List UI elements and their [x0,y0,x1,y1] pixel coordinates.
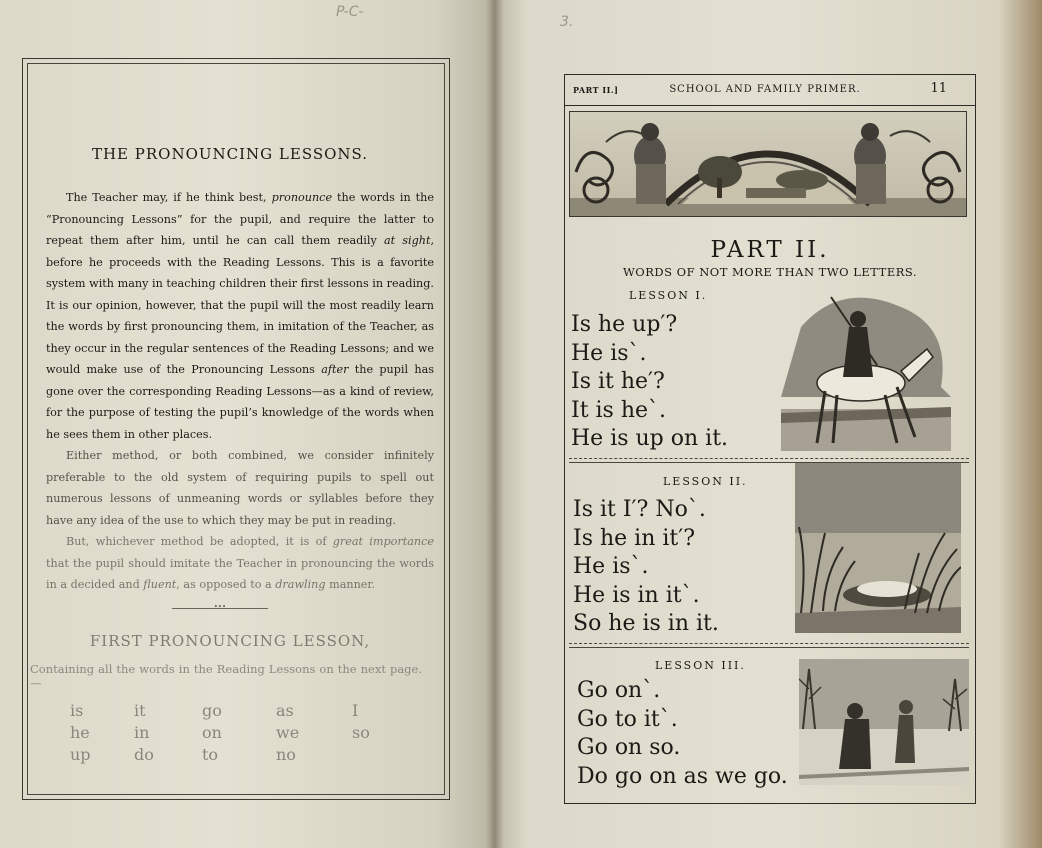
emphasized-text: fluent [143,578,177,591]
lesson-line: Is he up′? [571,312,678,337]
divider-ornament: ••• [213,603,227,611]
emphasized-text: after [321,363,349,376]
pronouncing-word: I [352,701,359,720]
page-number: 11 [930,81,947,96]
emphasized-text: drawling [275,578,326,591]
lesson-line: He is in itˋ. [573,582,700,608]
pronouncing-word: up [70,745,91,764]
lesson-line: Is he in it′? [573,525,696,551]
horseman-engraving [781,287,951,451]
lesson-line: So he is in it. [573,611,719,636]
right-page-border [564,74,976,804]
pronouncing-word: do [134,745,154,764]
lesson-line: Go onˋ. [577,678,661,703]
book-gutter [486,0,504,848]
lesson-text [573,496,719,639]
moses-in-reeds-illustration [795,463,961,633]
lesson-line: Do go on as we go. [577,763,788,789]
engraved-banner-illustration [569,111,967,217]
pronouncing-word: it [134,701,146,720]
paragraph-text: , before he proceeds with the Reading Lessons. This is a favorite system with many in teaching children their first lessons in reading. It is our opinion, however, that the pupil will the most readily learn the words by first pronouncing them, in imitation of the Teacher, as they occur in the regular sentences of the Reading Lessons; and we would make use of the Pronouncing Lessons [46,234,435,376]
instruction-paragraph [46,445,434,531]
emphasized-text: great importance [332,535,434,548]
instruction-paragraph [46,531,434,596]
lesson-label: LESSON II. [663,475,748,488]
paragraph-text: Either method, or both combined, we consider infinitely preferable to the old system of requiring pupils to spell out numerous lessons of unmeaning words or syllables before they have any idea of the use to which they may be put in reading. [46,449,434,527]
word-column [202,700,222,766]
word-column [134,700,154,766]
pronouncing-word: no [276,745,296,764]
lesson-line: He isˋ. [571,340,647,366]
lesson-separator [569,643,969,648]
pronouncing-word: we [276,723,300,742]
reeds-engraving [795,463,961,633]
pronouncing-word: to [202,745,219,764]
part-subtitle: WORDS OF NOT MORE THAN TWO LETTERS. [622,265,917,279]
pronouncing-lesson-note: Containing all the words in the Reading Lessons on the next page.— [30,662,422,690]
pencil-mark: 3. [560,14,574,30]
lesson-text [571,311,728,454]
paragraph-text: manner. [325,578,376,591]
pronouncing-word: as [276,701,294,720]
lesson-text [577,677,788,791]
paragraph-text: The Teacher may, if he think best, [66,191,272,204]
lesson-line: Is it I′? Noˋ. [573,497,706,522]
lesson-line: Go on so. [577,735,681,760]
emphasized-text: at sight [383,234,431,247]
paragraph-text: But, whichever method be adopted, it is of [66,535,333,548]
lesson-label: LESSON III. [655,659,746,672]
word-column [352,700,370,744]
lesson-line: Go to itˋ. [577,706,678,732]
instructions-text [46,187,434,596]
instruction-paragraph [46,187,434,445]
emphasized-text: pronounce [271,191,333,204]
winter-walkers-illustration [799,659,969,785]
lesson-line: He is up on it. [571,426,729,451]
lesson-line: It is heˋ. [571,397,667,423]
winter-engraving [799,659,969,785]
word-column [70,700,91,766]
pronouncing-lessons-heading: THE PRONOUNCING LESSONS. [91,145,369,163]
pronouncing-word: he [70,723,90,742]
first-pronouncing-lesson-heading: FIRST PRONOUNCING LESSON, [89,632,371,650]
paragraph-text: , as opposed to a [176,578,276,591]
paragraph-text: that the pupil should imitate the Teacher in pronouncing the words in a decided and [46,556,434,591]
pencil-mark: P-C- [336,4,364,20]
paragraph-text: the pupil has gone over the corresponding Reading Lessons—as a kind of review, for the purpose of testing the pupil’s knowledge of the words when he sees them in other places. [46,363,434,441]
pronouncing-word: so [352,723,370,742]
running-title: SCHOOL AND FAMILY PRIMER. [669,84,861,95]
pronouncing-word: in [134,723,150,742]
pronouncing-word: is [70,701,84,720]
banner-engraving [570,112,966,216]
left-page [0,0,496,848]
lesson-line: Is it he′? [571,369,665,394]
part-title: PART II. [710,237,830,263]
paragraph-text: the words in the “Pronouncing Lessons” for the pupil, and require the latter to repeat them after him, until he can call them readily [46,191,434,247]
pronouncing-word: on [202,723,222,742]
horseman-illustration [781,287,951,451]
running-header [565,75,975,106]
lesson-label: LESSON I. [629,289,708,302]
pronouncing-word: go [202,701,222,720]
lesson-line: He isˋ. [573,554,649,579]
word-column [276,700,299,766]
header-part-label: PART II.] [573,85,619,95]
pronouncing-word-grid [70,700,390,780]
